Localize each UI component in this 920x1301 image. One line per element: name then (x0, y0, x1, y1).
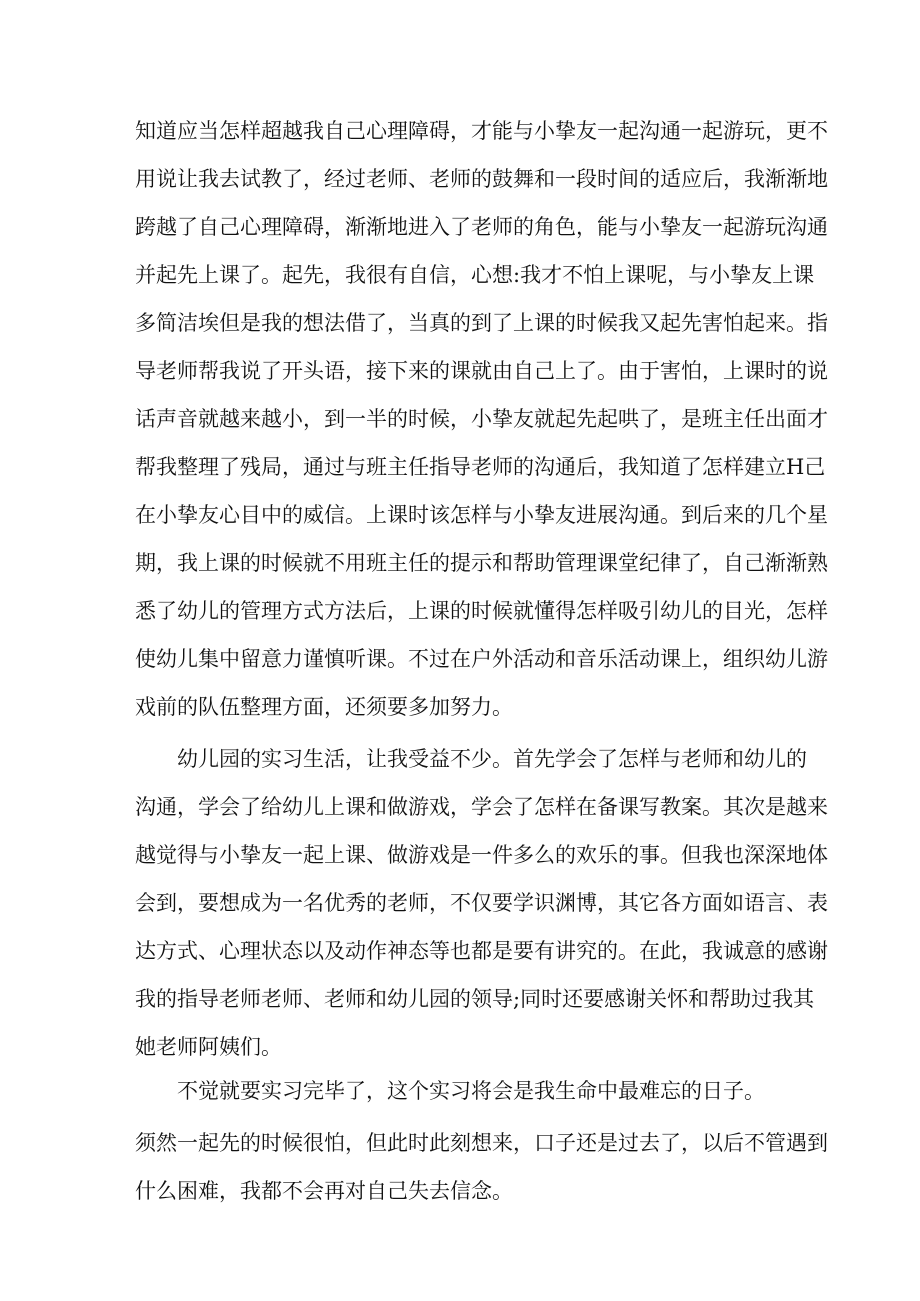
text-line: 导老师帮我说了开头语，接下来的课就由自己上了。由于害怕，上课时的说 (135, 359, 828, 383)
text-line: 沟通，学会了给幼儿上课和做游戏，学会了怎样在备课写教案。其次是越来 (135, 795, 828, 819)
paragraph-first-line: 不觉就要实习完毕了，这个实习将会是我生命中最难忘的日子。 (177, 1079, 765, 1103)
text-line: 多简洁埃但是我的想法借了，当真的到了上课的时候我又起先害怕起来。指 (135, 311, 828, 335)
text-line: 戏前的队伍整理方面，还须要多加努力。 (135, 695, 513, 719)
text-line: 话声音就越来越小，到一半的时候，小挚友就起先起哄了，是班主任出面才 (135, 407, 828, 431)
text-line: 须然一起先的时候很怕，但此时此刻想来，口子还是过去了，以后不管遇到 (135, 1131, 828, 1155)
text-line: 达方式、心理状态以及动作神态等也都是要有讲究的。在此，我诚意的感谢 (135, 939, 828, 963)
text-line: 跨越了自己心理障碍，渐渐地进入了老师的角色，能与小挚友一起游玩沟通 (135, 215, 828, 239)
text-line: 她老师阿姨们。 (135, 1035, 282, 1059)
text-line: 会到，要想成为一名优秀的老师，不仅要学识渊博，其它各方面如语言、表 (135, 891, 828, 915)
text-line: 使幼儿集中留意力谨慎听课。不过在户外活动和音乐活动课上，组织幼儿游 (135, 647, 828, 671)
text-line: 用说让我去试教了，经过老师、老师的鼓舞和一段时间的适应后，我渐渐地 (135, 167, 828, 191)
text-line: 什么困难，我都不会再对自己失去信念。 (135, 1179, 513, 1203)
text-line: 越觉得与小挚友一起上课、做游戏是一件多么的欢乐的事。但我也深深地体 (135, 843, 828, 867)
text-line: 帮我整理了残局，通过与班主任指导老师的沟通后，我知道了怎样建立H己 (135, 455, 826, 479)
text-line: 并起先上课了。起先，我很有自信，心想:我才不怕上课呢，与小挚友上课 (135, 263, 815, 287)
text-line: 我的指导老师老师、老师和幼儿园的领导;同时还要感谢关怀和帮助过我其 (135, 987, 815, 1011)
paragraph-first-line: 幼儿园的实习生活，让我受益不少。首先学会了怎样与老师和幼儿的 (177, 747, 807, 771)
text-line: 期，我上课的时候就不用班主任的提示和帮助管理课堂纪律了，自己渐渐熟 (135, 551, 828, 575)
text-line: 悉了幼儿的管理方式方法后，上课的时候就懂得怎样吸引幼儿的目光，怎样 (135, 599, 828, 623)
text-line: 知道应当怎样超越我自己心理障碍，才能与小挚友一起沟通一起游玩，更不 (135, 119, 828, 143)
text-line: 在小挚友心目中的威信。上课时该怎样与小挚友进展沟通。到后来的几个星 (135, 503, 828, 527)
